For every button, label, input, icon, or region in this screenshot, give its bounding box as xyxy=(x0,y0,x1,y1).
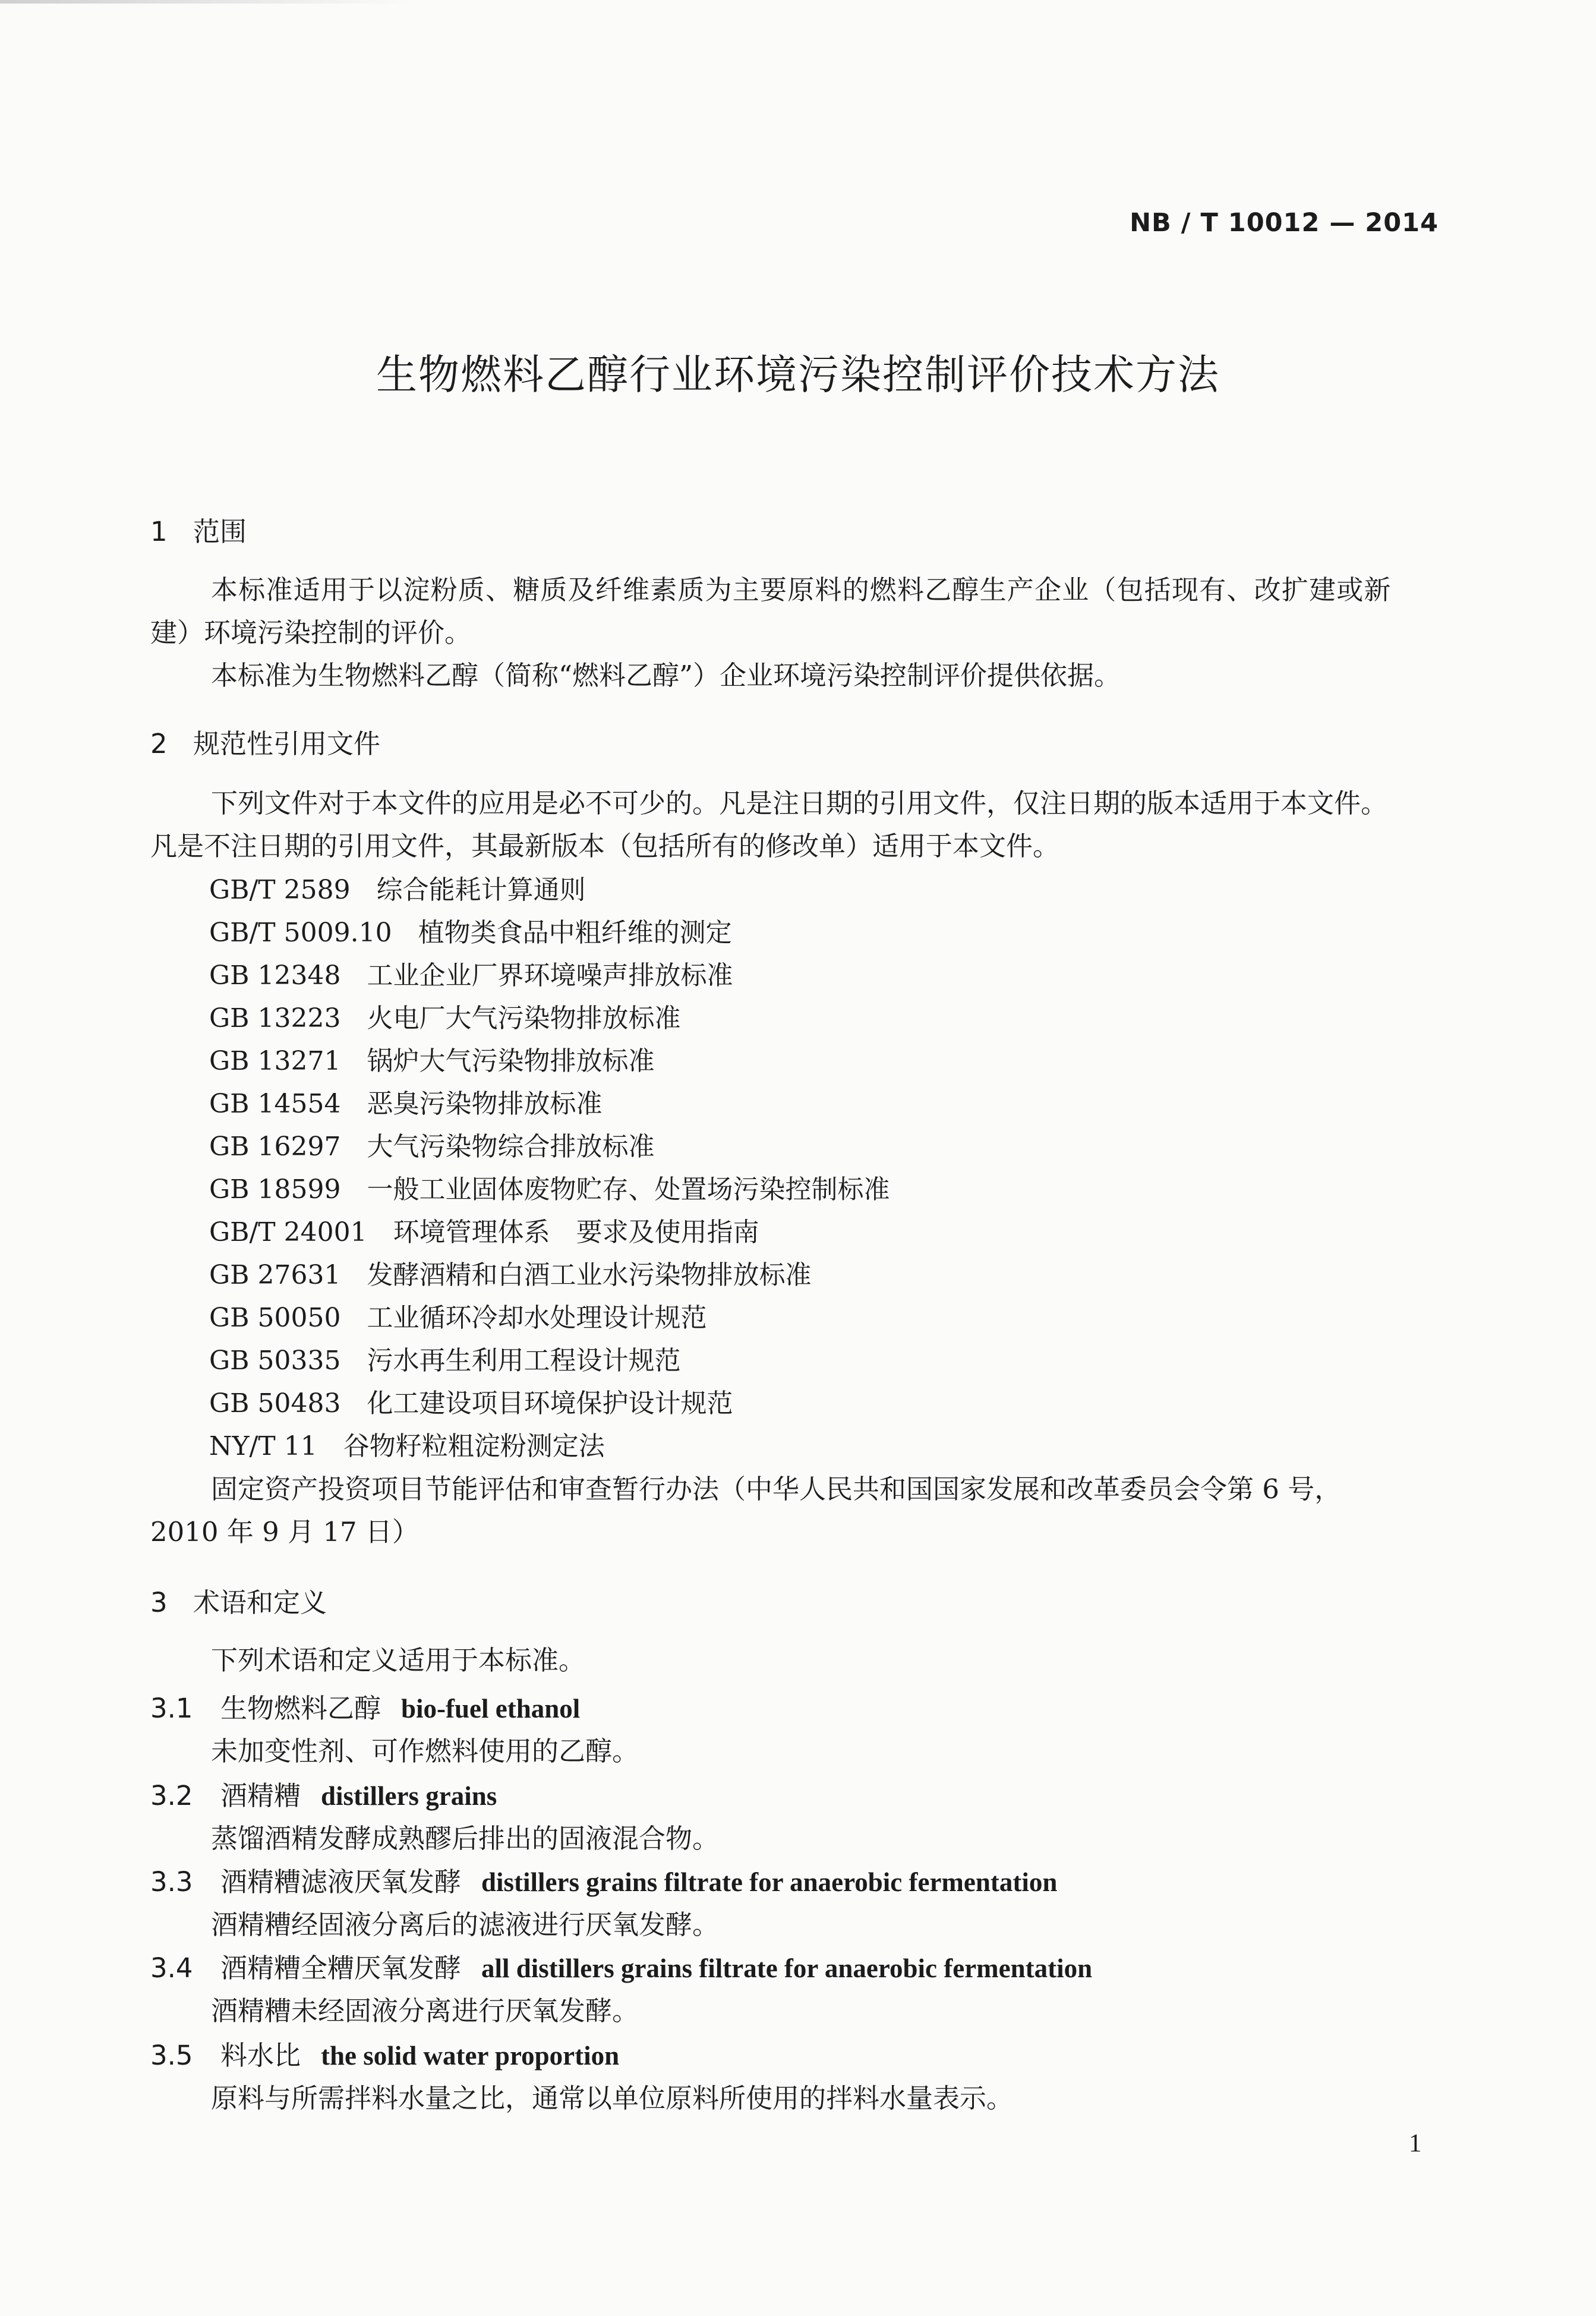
term-heading xyxy=(150,2034,619,2072)
section-2-intro-line1: 下列文件对于本文件的应用是必不可少的。凡是注日期的引用文件，仅注日期的版本适用于本文件。 xyxy=(211,787,1388,819)
reference-code: NY/T 11 xyxy=(209,1431,317,1461)
reference-code: GB/T 5009.10 xyxy=(209,918,392,948)
term-definition: 原料与所需拌料水量之比，通常以单位原料所使用的拌料水量表示。 xyxy=(211,2082,1014,2114)
reference-title: 大气污染物综合排放标准 xyxy=(367,1132,655,1162)
reference-item xyxy=(209,954,733,992)
reference-code: GB 50050 xyxy=(209,1303,341,1333)
term-heading xyxy=(150,1774,497,1813)
reference-code: GB 27631 xyxy=(209,1260,341,1290)
section-number: 2 xyxy=(150,728,168,760)
reference-title: 发酵酒精和白酒工业水污染物排放标准 xyxy=(367,1260,812,1290)
reference-title: 工业循环冷却水处理设计规范 xyxy=(367,1303,707,1333)
term-en: bio-fuel ethanol xyxy=(401,1694,581,1723)
term-number: 3.2 xyxy=(150,1780,193,1811)
page-number: 1 xyxy=(1409,2129,1422,2157)
reference-code: GB 50335 xyxy=(209,1346,341,1376)
reference-item xyxy=(209,1125,654,1163)
reference-title: 工业企业厂界环境噪声排放标准 xyxy=(367,960,733,991)
reference-title: 锅炉大气污染物排放标准 xyxy=(367,1046,655,1076)
section-1-para2: 本标准为生物燃料乙醇（简称“燃料乙醇”）企业环境污染控制评价提供依据。 xyxy=(211,660,1121,691)
term-zh: 生物燃料乙醇 xyxy=(220,1693,381,1724)
term-heading xyxy=(150,1946,1092,1985)
term-zh: 酒精糟滤液厌氧发酵 xyxy=(220,1866,462,1898)
reference-title: 火电厂大气污染物排放标准 xyxy=(367,1003,681,1033)
reference-item xyxy=(209,997,680,1035)
reference-code: GB 18599 xyxy=(209,1174,341,1205)
term-zh: 酒精糟全糟厌氧发酵 xyxy=(220,1952,462,1984)
term-en: distillers grains filtrate for anaerobic fermentation xyxy=(481,1867,1058,1897)
section-title: 范围 xyxy=(193,516,247,547)
section-title: 术语和定义 xyxy=(193,1587,327,1618)
reference-item xyxy=(209,1168,890,1206)
standard-code: NB / T 10012 — 2014 xyxy=(1130,208,1439,238)
term-heading xyxy=(150,1860,1057,1899)
scan-edge-artifact xyxy=(0,0,410,4)
term-definition: 酒精糟未经固液分离进行厌氧发酵。 xyxy=(211,1995,639,2027)
section-3-heading xyxy=(150,1581,327,1619)
reference-item xyxy=(209,1339,680,1377)
term-zh: 酒精糟 xyxy=(220,1780,301,1811)
term-en: the solid water proportion xyxy=(321,2041,620,2071)
term-number: 3.4 xyxy=(150,1952,193,1984)
term-number: 3.1 xyxy=(150,1693,193,1724)
term-number: 3.5 xyxy=(150,2040,193,2071)
section-2-extra-line1: 固定资产投资项目节能评估和审查暂行办法（中华人民共和国国家发展和改革委员会令第 6 号， xyxy=(211,1473,1342,1505)
reference-title: 恶臭污染物排放标准 xyxy=(367,1089,603,1119)
term-definition: 未加变性剂、可作燃料使用的乙醇。 xyxy=(211,1735,639,1767)
section-2-heading xyxy=(150,722,380,761)
section-number: 3 xyxy=(150,1587,168,1618)
reference-item xyxy=(209,868,586,906)
reference-item xyxy=(209,1211,759,1249)
reference-item xyxy=(209,1253,811,1291)
section-1-heading xyxy=(150,510,247,549)
reference-item xyxy=(209,1425,605,1463)
section-number: 1 xyxy=(150,516,168,547)
reference-title: 植物类食品中粗纤维的测定 xyxy=(418,918,732,948)
section-3-intro: 下列术语和定义适用于本标准。 xyxy=(211,1644,586,1676)
reference-item xyxy=(209,911,732,949)
reference-code: GB 14554 xyxy=(209,1089,341,1119)
reference-code: GB 13271 xyxy=(209,1046,341,1076)
term-definition: 酒精糟经固液分离后的滤液进行厌氧发酵。 xyxy=(211,1909,720,1940)
section-1-para1-line1: 本标准适用于以淀粉质、糖质及纤维素质为主要原料的燃料乙醇生产企业（包括现有、改扩建或新 xyxy=(211,574,1392,606)
term-zh: 料水比 xyxy=(220,2040,301,2071)
reference-code: GB 50483 xyxy=(209,1388,341,1419)
reference-item xyxy=(209,1082,602,1120)
document-title: 生物燃料乙醇行业环境污染控制评价技术方法 xyxy=(376,351,1220,399)
section-1-para1-line2: 建）环境污染控制的评价。 xyxy=(150,617,472,648)
reference-title: 综合能耗计算通则 xyxy=(376,875,586,905)
reference-title: 谷物籽粒粗淀粉测定法 xyxy=(343,1431,605,1461)
reference-item xyxy=(209,1382,733,1420)
reference-code: GB/T 24001 xyxy=(209,1217,367,1247)
reference-item xyxy=(209,1039,654,1077)
term-en: all distillers grains filtrate for anaerobic fermentation xyxy=(481,1953,1093,1983)
reference-code: GB/T 2589 xyxy=(209,875,351,905)
term-number: 3.3 xyxy=(150,1866,193,1898)
term-definition: 蒸馏酒精发酵成熟醪后排出的固液混合物。 xyxy=(211,1823,720,1854)
section-2-extra-line2: 2010 年 9 月 17 日） xyxy=(150,1516,419,1548)
section-2-intro-line2: 凡是不注日期的引用文件，其最新版本（包括所有的修改单）适用于本文件。 xyxy=(150,830,1060,862)
reference-code: GB 12348 xyxy=(209,960,341,991)
term-heading xyxy=(150,1687,580,1725)
section-title: 规范性引用文件 xyxy=(193,728,381,760)
reference-item xyxy=(209,1296,706,1334)
reference-title: 污水再生利用工程设计规范 xyxy=(367,1346,681,1376)
reference-title: 环境管理体系 要求及使用指南 xyxy=(393,1217,759,1247)
reference-title: 化工建设项目环境保护设计规范 xyxy=(367,1388,733,1419)
term-en: distillers grains xyxy=(321,1781,497,1811)
reference-code: GB 16297 xyxy=(209,1132,341,1162)
reference-code: GB 13223 xyxy=(209,1003,341,1033)
reference-title: 一般工业固体废物贮存、处置场污染控制标准 xyxy=(367,1174,890,1205)
